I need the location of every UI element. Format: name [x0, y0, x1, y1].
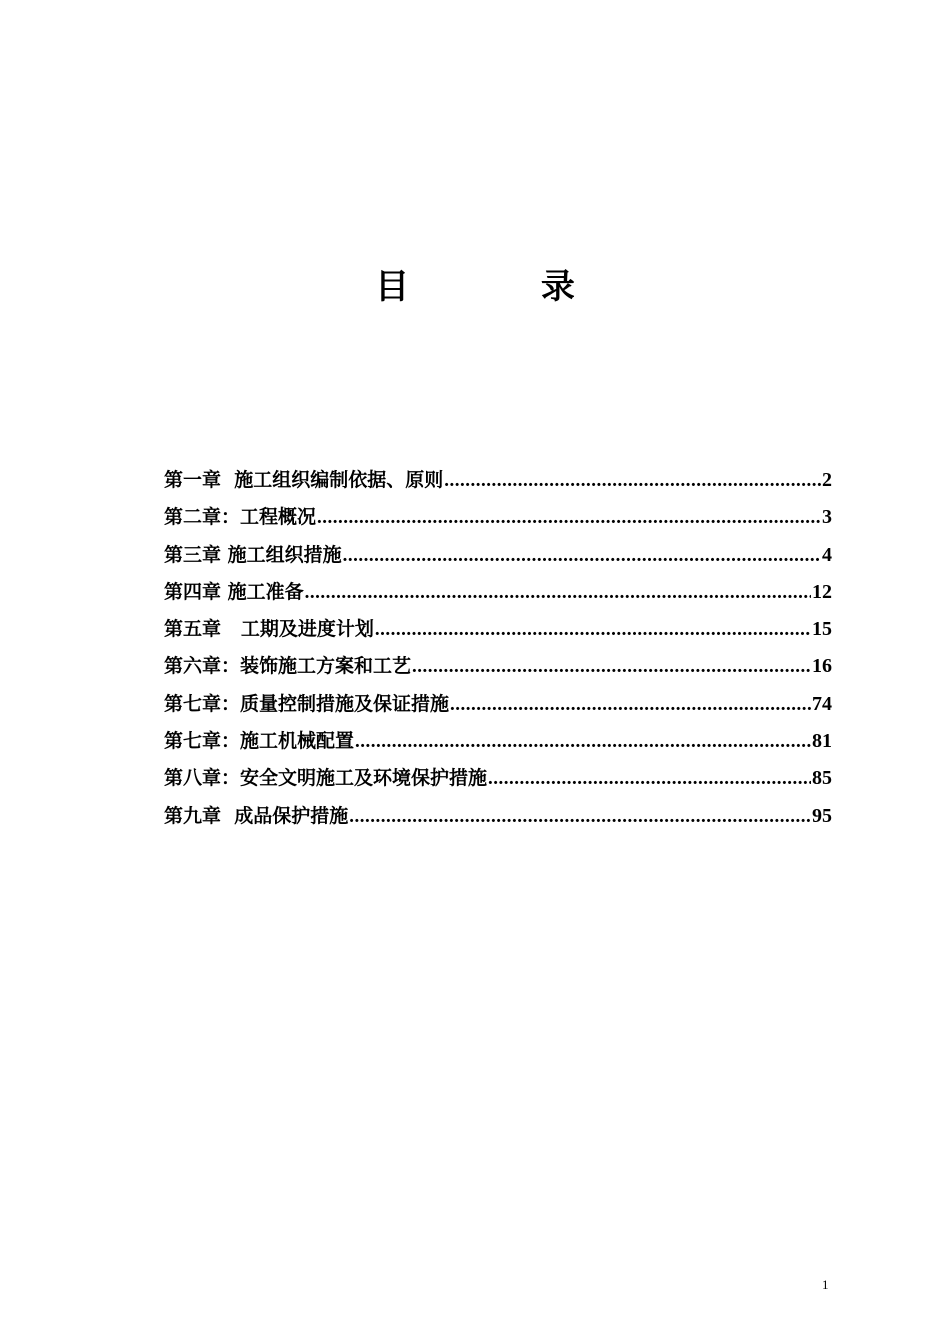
toc-entry-6[interactable]	[164, 651, 832, 688]
toc-leader-dots	[444, 470, 821, 492]
table-of-contents	[164, 465, 832, 838]
page-number: 1	[822, 1277, 829, 1292]
toc-entry-page: 74	[812, 692, 832, 715]
toc-leader-dots	[355, 731, 811, 753]
toc-entry-label: 第五章 工期及进度计划	[164, 618, 374, 641]
toc-leader-dots	[317, 507, 821, 529]
toc-entry-page: 16	[812, 655, 832, 678]
toc-entry-1[interactable]	[164, 465, 832, 502]
toc-entry-10[interactable]	[164, 801, 832, 838]
page-title: 目 录	[375, 267, 635, 307]
toc-entry-label: 第八章：安全文明施工及环境保护措施	[164, 767, 488, 790]
toc-entry-4[interactable]	[164, 577, 832, 614]
toc-entry-label: 第一章 施工组织编制依据、原则	[164, 469, 444, 491]
toc-entry-2[interactable]	[164, 502, 832, 539]
toc-entry-9[interactable]	[164, 763, 832, 800]
toc-entry-3[interactable]	[164, 540, 832, 577]
toc-entry-page: 95	[812, 804, 832, 827]
toc-entry-label: 第七章：质量控制措施及保证措施	[164, 692, 450, 715]
toc-entry-7[interactable]	[164, 689, 832, 726]
toc-entry-page: 2	[822, 469, 832, 491]
toc-entry-8[interactable]	[164, 726, 832, 763]
toc-leader-dots	[375, 619, 811, 641]
toc-entry-page: 4	[822, 543, 832, 566]
toc-entry-page: 85	[812, 767, 832, 790]
toc-entry-label: 第三章 施工组织措施	[164, 543, 342, 566]
toc-leader-dots	[412, 656, 811, 678]
toc-leader-dots	[343, 545, 821, 567]
toc-leader-dots	[305, 582, 811, 604]
toc-entry-page: 81	[812, 730, 832, 753]
toc-entry-label: 第七章：施工机械配置	[164, 730, 355, 753]
toc-entry-page: 3	[822, 506, 832, 529]
toc-entry-page: 15	[812, 618, 832, 641]
toc-entry-label: 第四章 施工准备	[164, 580, 304, 603]
toc-leader-dots	[488, 768, 811, 790]
toc-leader-dots	[450, 694, 811, 716]
toc-entry-page: 12	[812, 580, 832, 603]
toc-leader-dots	[349, 806, 811, 828]
toc-entry-label: 第二章：工程概况	[164, 506, 317, 529]
toc-entry-label: 第九章 成品保护措施	[164, 804, 349, 827]
toc-entry-label: 第六章：装饰施工方案和工艺	[164, 655, 412, 678]
toc-entry-5[interactable]	[164, 614, 832, 651]
